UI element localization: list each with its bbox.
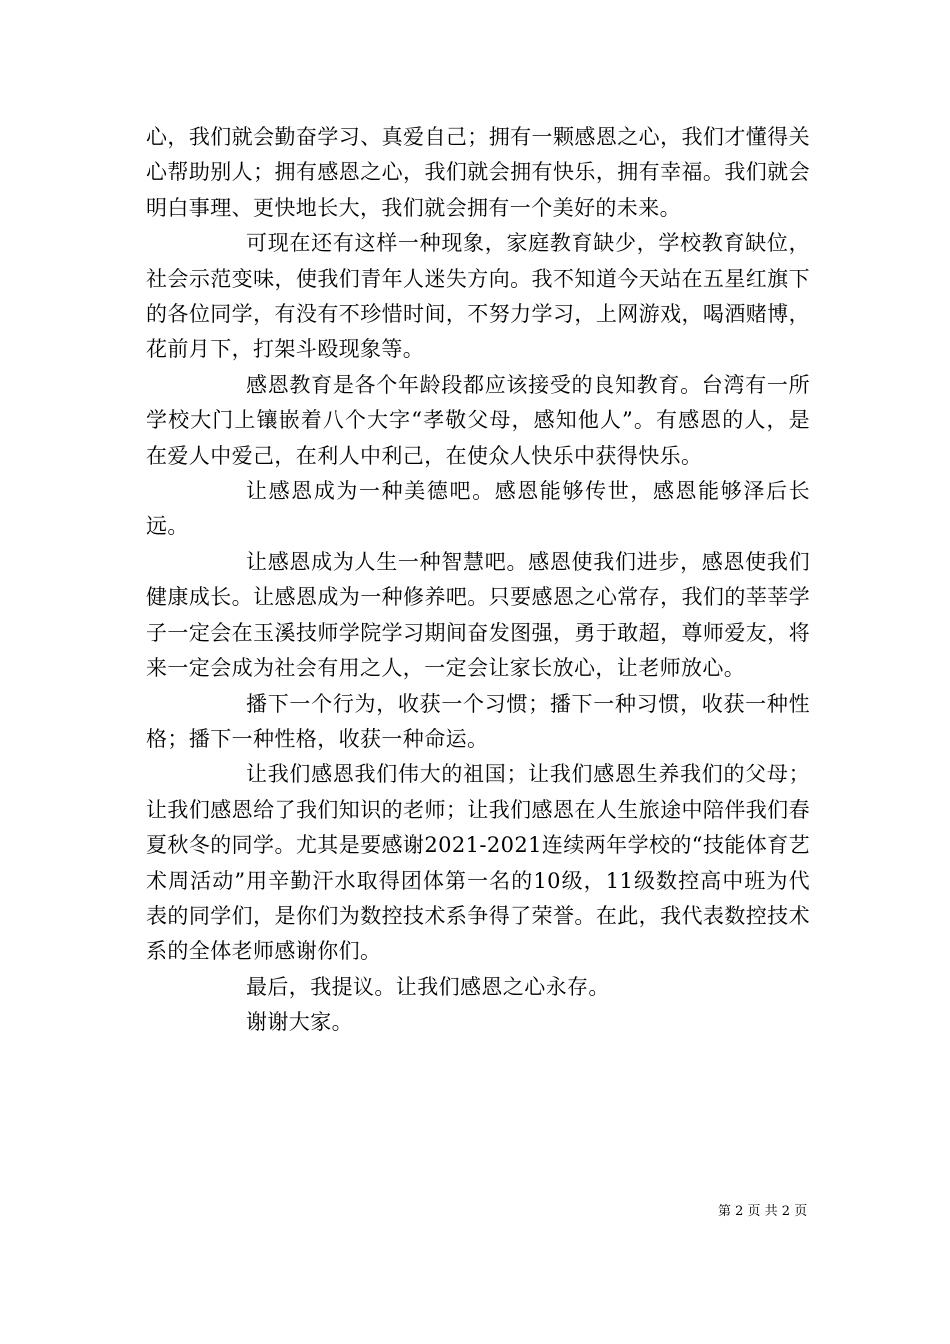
paragraph-closing-proposal: 最后，我提议。让我们感恩之心永存。	[246, 974, 610, 999]
paragraph-wisdom: 让感恩成为人生一种智慧吧。感恩使我们进步，感恩使我们健康成长。让感恩成为一种修养吧。只要感恩之心常存，我们的莘莘学子一定会在玉溪技师学院学习期间奋发图强，勇于敢超，尊师爱友，将来一定会成为社会有用之人，一定会让家长放心，让老师放心。	[146, 549, 810, 681]
page-number-footer: 第 2 页 共 2 页	[718, 1204, 808, 1219]
document-body	[146, 120, 810, 1041]
paragraph-current-situation: 可现在还有这样一种现象，家庭教育缺少，学校教育缺位，社会示范变味，使我们青年人迷失方向。我不知道今天站在五星红旗下的各位同学，有没有不珍惜时间，不努力学习，上网游戏，喝酒赌博，花前月下，打架斗殴现象等。	[146, 231, 810, 362]
paragraph-habits: 播下一个行为，收获一个习惯；播下一种习惯，收获一种性格；播下一种性格，收获一种命运。	[146, 691, 810, 751]
paragraph-virtue: 让感恩成为一种美德吧。感恩能够传世，感恩能够泽后长远。	[146, 479, 810, 539]
paragraph-thanks-list: 让我们感恩我们伟大的祖国；让我们感恩生养我们的父母；让我们感恩给了我们知识的老师；让我们感恩在人生旅途中陪伴我们春夏秋冬的同学。尤其是要感谢2021-2021连续两年学校的“技能体育艺术周活动”用辛勤汗水取得团体第一名的10级，11级数控高中班为代表的同学们，是你们为数控技术系争得了荣誉。在此，我代表数控技术系的全体老师感谢你们。	[146, 762, 810, 964]
paragraph-thank-you: 谢谢大家。	[246, 1010, 353, 1035]
paragraph-continuation: 心，我们就会勤奋学习、真爱自己；拥有一颗感恩之心，我们才懂得关心帮助别人；拥有感恩之心，我们就会拥有快乐，拥有幸福。我们就会明白事理、更快地长大，我们就会拥有一个美好的未来。	[146, 125, 810, 220]
paragraph-gratitude-education: 感恩教育是各个年龄段都应该接受的良知教育。台湾有一所学校大门上镶嵌着八个大字“孝敬父母，感知他人”。有感恩的人，是在爱人中爱己，在利人中利己，在使众人快乐中获得快乐。	[146, 372, 810, 468]
